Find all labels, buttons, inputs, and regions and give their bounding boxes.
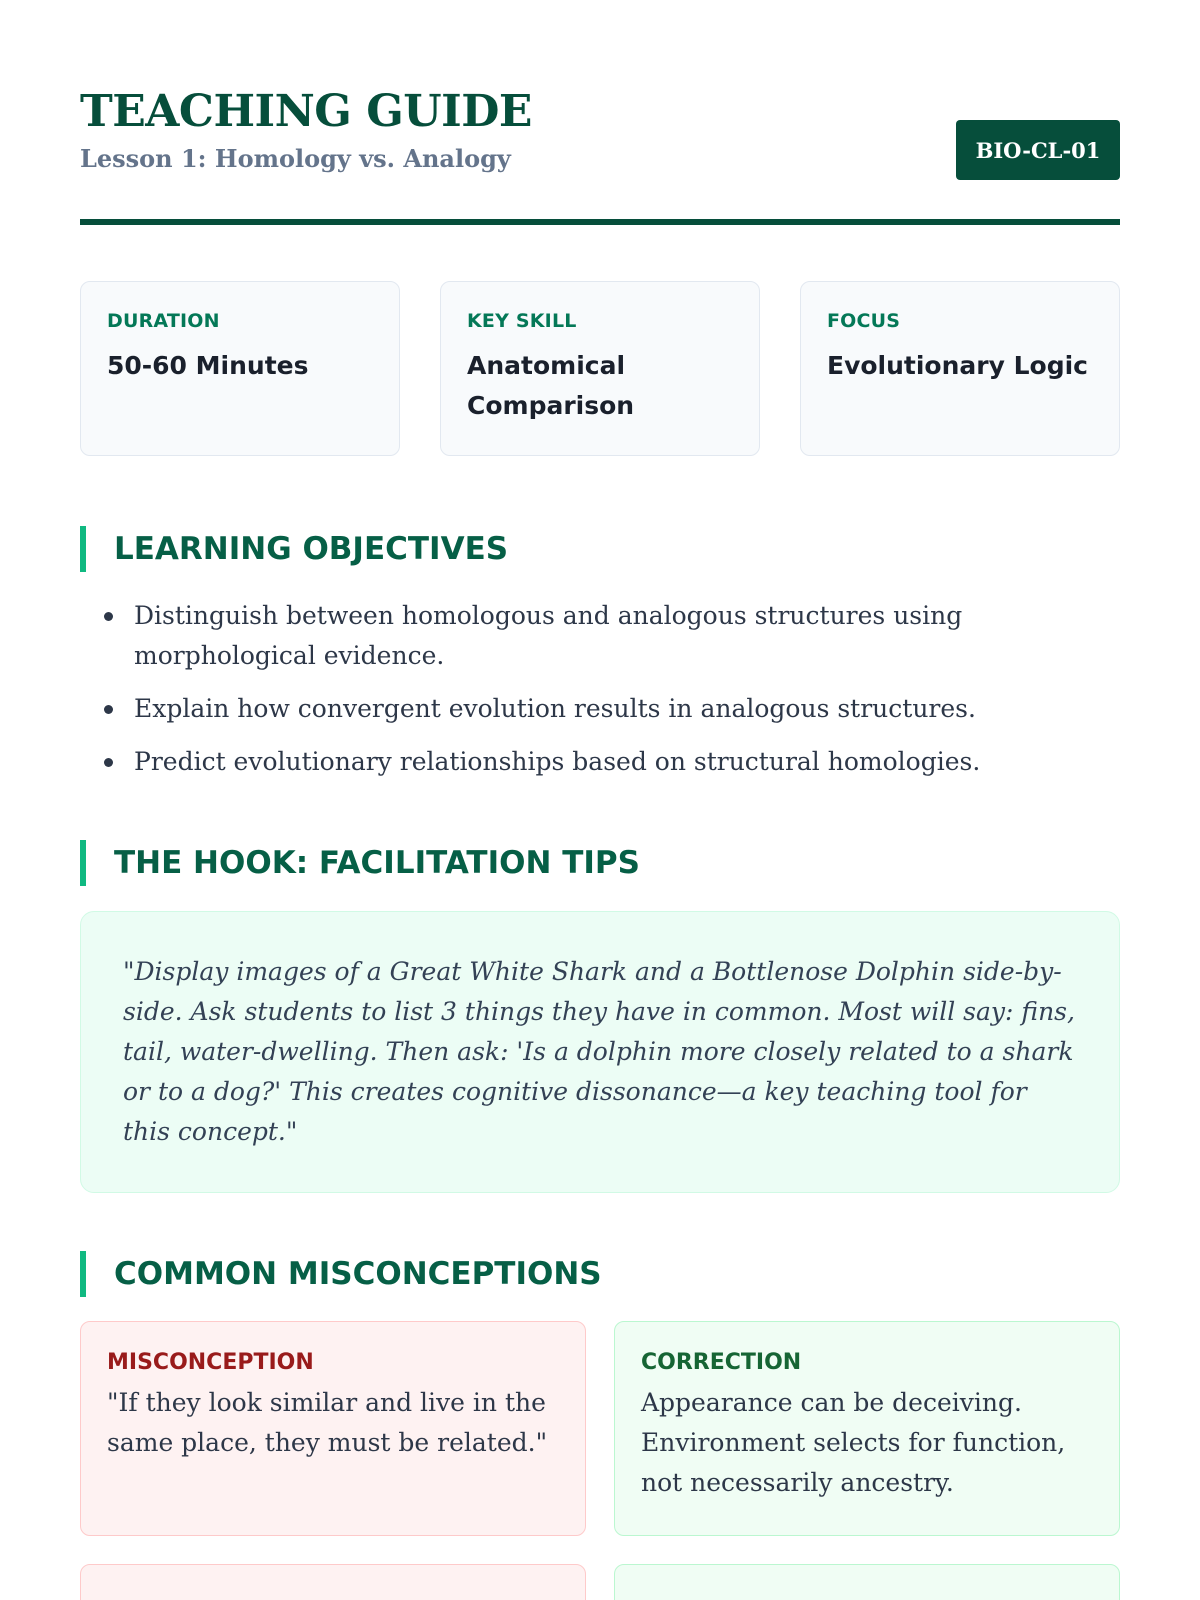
correction-text: Appearance can be deceiving. Environment selects for function, not necessarily ancestry. <box>641 1388 1066 1497</box>
list-item <box>80 689 1120 729</box>
meta-value: Anatomical Comparison <box>467 351 635 420</box>
correction-card-partial <box>614 1564 1120 1600</box>
correction-label: CORRECTION <box>641 1350 802 1375</box>
section-heading-hook: THE HOOK: FACILITATION TIPS <box>80 840 1120 886</box>
meta-label: FOCUS <box>827 310 901 332</box>
meta-label: DURATION <box>107 310 220 332</box>
objective-text: Explain how convergent evolution results in analogous structures. <box>134 694 976 723</box>
misconceptions-grid <box>80 1321 1120 1600</box>
objective-text: Distinguish between homologous and analogous structures using morphological evidence. <box>134 601 963 670</box>
facilitation-tip-text: "Display images of a Great White Shark and a Bottlenose Dolphin side-by-side. Ask students to list 3 things they have in common. Most will say: fins, tail, water-dwelling. Then ask: 'Is a dolphin more closely related to a shark or to a dog?' This creates cognitive dissonance—a key teaching tool for this concept." <box>123 957 1075 1146</box>
meta-card-key-skill <box>440 281 760 456</box>
bullet-icon <box>104 705 113 714</box>
lesson-subtitle: Lesson 1: Homology vs. Analogy <box>80 144 511 173</box>
list-item <box>80 742 1120 782</box>
misconception-label: MISCONCEPTION <box>107 1350 314 1375</box>
bullet-icon <box>104 612 113 621</box>
document-header <box>80 86 1120 226</box>
misconception-card <box>80 1321 586 1536</box>
header-divider <box>80 219 1120 225</box>
document-title: TEACHING GUIDE <box>80 86 532 137</box>
meta-card-duration <box>80 281 400 456</box>
list-item <box>80 596 1120 676</box>
lesson-meta-cards <box>80 281 1120 456</box>
meta-value: 50-60 Minutes <box>107 351 309 380</box>
bullet-icon <box>104 758 113 767</box>
section-heading-objectives: LEARNING OBJECTIVES <box>80 526 1120 572</box>
meta-label: KEY SKILL <box>467 310 577 332</box>
meta-value: Evolutionary Logic <box>827 351 1088 380</box>
correction-card <box>614 1321 1120 1536</box>
misconception-text: "If they look similar and live in the same place, they must be related." <box>107 1388 548 1457</box>
objective-text: Predict evolutionary relationships based on structural homologies. <box>134 747 981 776</box>
objectives-list <box>80 596 1120 795</box>
meta-card-focus <box>800 281 1120 456</box>
facilitation-tip-box <box>80 911 1120 1193</box>
section-heading-misconceptions: COMMON MISCONCEPTIONS <box>80 1251 1120 1297</box>
misconception-card-partial <box>80 1564 586 1600</box>
course-code-badge: BIO-CL-01 <box>956 120 1120 180</box>
